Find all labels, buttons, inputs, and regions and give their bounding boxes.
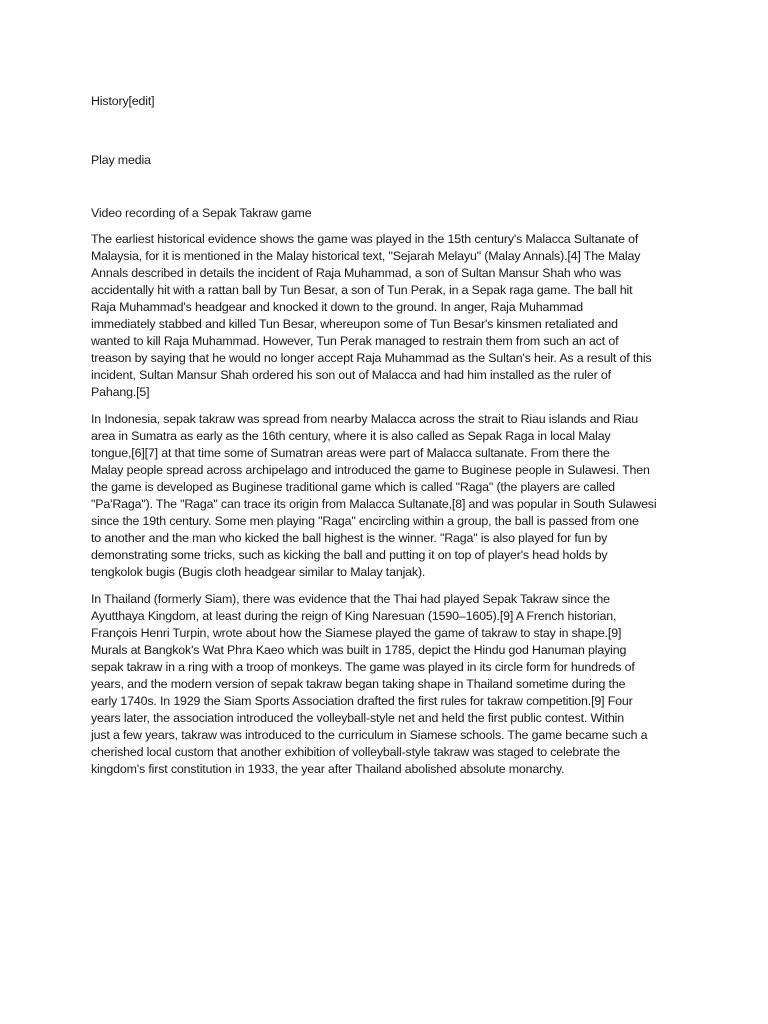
text-line: Ayutthaya Kingdom, at least during the reign of King Naresuan (1590–1605).[9] A French historian, <box>91 609 617 623</box>
text-line: Malay people spread across archipelago and introduced the game to Buginese people in Sulawesi. Then <box>91 463 650 477</box>
text-line: The earliest historical evidence shows the game was played in the 15th century's Malacca Sultanate of <box>91 232 639 246</box>
text-line: area in Sumatra as early as the 16th century, where it is also called as Sepak Raga in local Malay <box>91 429 611 443</box>
text-line: "Pa'Raga"). The "Raga" can trace its origin from Malacca Sultanate,[8] and was popular in South Sulawesi <box>91 497 657 511</box>
text-line: just a few years, takraw was introduced to the curriculum in Siamese schools. The game became such a <box>91 728 648 742</box>
section-heading: History[edit] <box>91 94 155 108</box>
paragraph-thailand <box>91 591 681 778</box>
text-line: cherished local custom that another exhibition of volleyball-style takraw was staged to celebrate the <box>91 745 620 759</box>
text-line: Annals described in details the incident of Raja Muhammad, a son of Sultan Mansur Shah who was <box>91 266 622 280</box>
text-line: tongue,[6][7] at that time some of Sumatran areas were part of Malacca sultanate. From there the <box>91 446 610 460</box>
text-line: tengkolok bugis (Bugis cloth headgear similar to Malay tanjak). <box>91 565 426 579</box>
paragraph-indonesia <box>91 411 681 581</box>
text-line: sepak takraw in a ring with a troop of monkeys. The game was played in its circle form for hundreds of <box>91 660 635 674</box>
text-line: kingdom's first constitution in 1933, the year after Thailand abolished absolute monarchy. <box>91 762 565 776</box>
text-line: the game is developed as Buginese traditional game which is called "Raga" (the players are called <box>91 480 615 494</box>
text-line: Raja Muhammad's headgear and knocked it down to the ground. In anger, Raja Muhammad <box>91 300 584 314</box>
text-line: demonstrating some tricks, such as kicking the ball and putting it on top of player's head holds by <box>91 548 608 562</box>
text-line: early 1740s. In 1929 the Siam Sports Association drafted the first rules for takraw competition.[9] Four <box>91 694 633 708</box>
text-line: In Thailand (formerly Siam), there was evidence that the Thai had played Sepak Takraw since the <box>91 592 610 606</box>
text-line: François Henri Turpin, wrote about how the Siamese played the game of takraw to stay in shape.[9] <box>91 626 622 640</box>
text-line: accidentally hit with a rattan ball by Tun Besar, a son of Tun Perak, in a Sepak raga game. The ball hit <box>91 283 633 297</box>
text-line: immediately stabbed and killed Tun Besar, whereupon some of Tun Besar's kinsmen retaliated and <box>91 317 618 331</box>
text-line: Pahang.[5] <box>91 385 150 399</box>
text-line: Murals at Bangkok's Wat Phra Kaeo which was built in 1785, depict the Hindu god Hanuman playing <box>91 643 627 657</box>
document-body <box>91 93 681 778</box>
text-line: Malaysia, for it is mentioned in the Malay historical text, "Sejarah Melayu" (Malay Annals).[4] The Malay <box>91 249 641 263</box>
text-line: incident, Sultan Mansur Shah ordered his son out of Malacca and had him installed as the ruler of <box>91 368 611 382</box>
video-caption: Video recording of a Sepak Takraw game <box>91 206 312 220</box>
play-media-text: Play media <box>91 153 151 167</box>
text-line: since the 19th century. Some men playing "Raga" encircling within a group, the ball is passed from one <box>91 514 639 528</box>
text-line: wanted to kill Raja Muhammad. However, Tun Perak managed to restrain them from such an act of <box>91 334 619 348</box>
paragraph-malaysia <box>91 231 681 401</box>
text-line: years later, the association introduced the volleyball-style net and held the first public contest. Within <box>91 711 625 725</box>
text-line: treason by saying that he would no longer accept Raja Muhammad as the Sultan's heir. As a result of this <box>91 351 652 365</box>
text-line: In Indonesia, sepak takraw was spread from nearby Malacca across the strait to Riau islands and Riau <box>91 412 638 426</box>
text-line: to another and the man who kicked the ball highest is the winner. "Raga" is also played for fun by <box>91 531 608 545</box>
text-line: years, and the modern version of sepak takraw began taking shape in Thailand sometime during the <box>91 677 626 691</box>
